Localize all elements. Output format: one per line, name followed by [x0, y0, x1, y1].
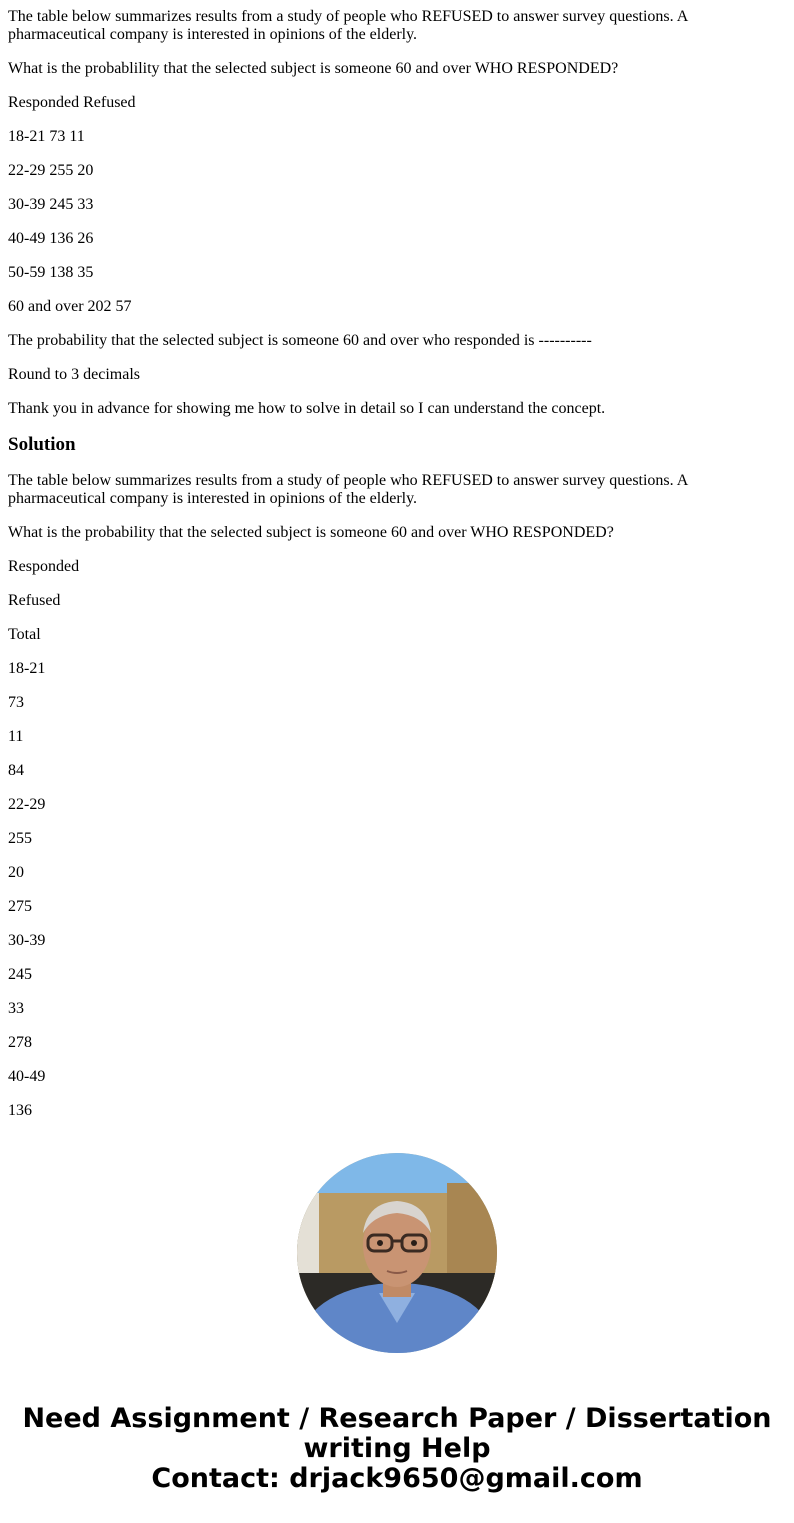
table-cell: 18-21: [8, 660, 46, 677]
solution-heading: Solution: [8, 434, 76, 455]
table-cell: 275: [8, 898, 32, 915]
table-header-line: Responded Refused: [8, 94, 136, 111]
table-cell: 40-49: [8, 1068, 46, 1085]
solution-intro: The table below summarizes results from a study of people who REFUSED to answer survey questions. A pharmaceutical company is interested in opinions of the elderly.: [8, 472, 688, 507]
answer-blank-line: The probability that the selected subject is someone 60 and over who responded is ----------: [8, 332, 592, 349]
solution-question: What is the probability that the selected subject is someone 60 and over WHO RESPONDED?: [8, 524, 614, 541]
thanks-note: Thank you in advance for showing me how to solve in detail so I can understand the concept.: [8, 400, 606, 417]
table-cell: 84: [8, 762, 24, 779]
promo-line-1: Need Assignment / Research Paper / Dissertation: [22, 1403, 772, 1434]
document-body: [8, 8, 786, 1136]
table-cell: 30-39: [8, 932, 46, 949]
rounding-instruction: Round to 3 decimals: [8, 366, 140, 383]
table-cell: 11: [8, 728, 24, 745]
table-cell: 73: [8, 694, 24, 711]
table-cell: 33: [8, 1000, 24, 1017]
table-cell: 136: [8, 1102, 32, 1119]
question-text: The table below summarizes results from a study of people who REFUSED to answer survey questions. A pharmaceutical company is interested in opinions of the elderly.: [8, 8, 688, 43]
table-row-line: 60 and over 202 57: [8, 298, 132, 315]
promo-line-2: writing Help: [303, 1433, 491, 1464]
table-row-line: 30-39 245 33: [8, 196, 94, 213]
promo-contact: Contact: drjack9650@gmail.com: [151, 1463, 643, 1494]
table-cell: 20: [8, 864, 24, 881]
table-cell: Total: [8, 626, 41, 643]
author-avatar: [297, 1153, 497, 1353]
table-row-line: 22-29 255 20: [8, 162, 94, 179]
table-cell: 255: [8, 830, 32, 847]
table-cell: Responded: [8, 558, 80, 575]
table-row-line: 40-49 136 26: [8, 230, 94, 247]
table-cell: 245: [8, 966, 32, 983]
table-row-line: 18-21 73 11: [8, 128, 85, 145]
table-row-line: 50-59 138 35: [8, 264, 94, 281]
table-cell: 278: [8, 1034, 32, 1051]
table-cell: 22-29: [8, 796, 46, 813]
table-cell: Refused: [8, 592, 61, 609]
promo-banner: [0, 1404, 794, 1494]
question-prompt: What is the probablility that the selected subject is someone 60 and over WHO RESPONDED?: [8, 60, 619, 77]
author-photo-icon: [297, 1153, 497, 1353]
